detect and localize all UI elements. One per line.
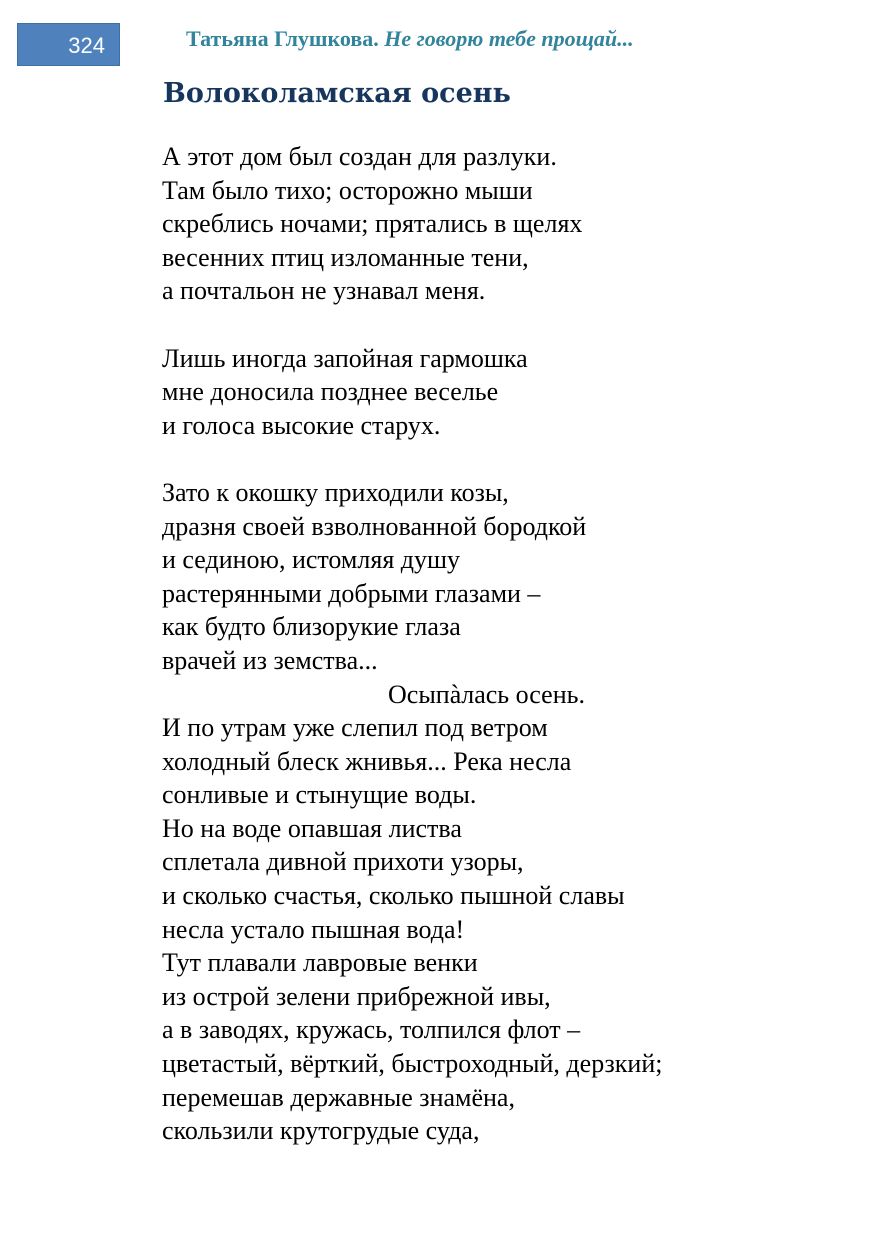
poem-line: мне доносила позднее веселье [162, 377, 499, 407]
poem-line: и сколько счастья, сколько пышной славы [162, 881, 625, 911]
poem-line: а почтальон не узнавал меня. [162, 276, 486, 306]
page-number-badge [17, 23, 120, 66]
poem-line: сплетала дивной прихоти узоры, [162, 847, 524, 877]
poem-line: Зато к окошку приходили козы, [162, 477, 509, 507]
poem-line: Там было тихо; осторожно мыши [162, 175, 533, 205]
poem-line: из острой зелени прибрежной ивы, [162, 981, 551, 1011]
poem-line: дразня своей взволнованной бородкой [162, 511, 587, 541]
stanza [162, 342, 842, 443]
poem-line: и сединою, истомляя душу [162, 545, 461, 575]
poem-line: И по утрам уже слепил под ветром [162, 713, 548, 743]
poem-title: Волоколамская осень [163, 78, 511, 109]
poem-line: скользили крутогрудые суда, [162, 1116, 480, 1146]
stanza [162, 476, 842, 1148]
poem-line: сонливые и стынущие воды. [162, 780, 477, 810]
poem-line-indented: Осыпàлась осень. [388, 679, 585, 709]
poem-line: цветастый, вёрткий, быстроходный, дерзкий; [162, 1049, 663, 1079]
poem-line: скреблись ночами; прятались в щелях [162, 209, 583, 239]
stanza [162, 140, 842, 308]
poem-line: а в заводях, кружась, толпился флот – [162, 1015, 581, 1045]
poem-line: врачей из земства... [162, 645, 378, 675]
poem-line: весенних птиц изломанные тени, [162, 242, 529, 272]
running-header [186, 24, 634, 54]
poem-line: несла устало пышная вода! [162, 914, 465, 944]
poem-line: и голоса высокие старух. [162, 410, 441, 440]
poem-line: холодный блеск жнивья... Река несла [162, 746, 572, 776]
poem-line: А этот дом был создан для разлуки. [162, 142, 557, 171]
poem-line: перемешав державные знамёна, [162, 1082, 515, 1112]
header-author: Татьяна Глушкова. [186, 26, 379, 51]
poem-line: Тут плавали лавровые венки [162, 948, 478, 978]
poem-line: растерянными добрыми глазами – [162, 578, 541, 608]
poem-line: Но на воде опавшая листва [162, 813, 462, 843]
poem-body [162, 140, 842, 1148]
header-book-title: Не говорю тебе прощай... [384, 26, 634, 51]
poem-line: Лишь иногда запойная гармошка [162, 343, 528, 373]
poem-line: как будто близорукие глаза [162, 612, 461, 642]
page-number: 324 [68, 33, 105, 58]
